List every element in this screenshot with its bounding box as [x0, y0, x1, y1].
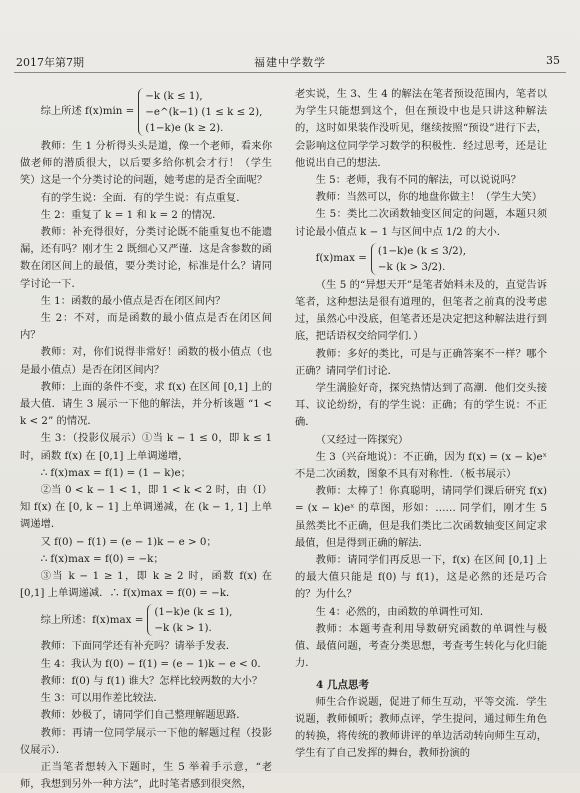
case-brace: (1−k)e (k ≤ 1), −k (k > 1).	[147, 604, 232, 636]
paragraph: （又经过一阵探究）	[315, 433, 409, 446]
paragraph: 生 1：函数的最小值点是否在闭区间内？	[40, 294, 226, 307]
paragraph: 生 3（兴奋地说）：不正确，因为 f(x) = (x − k)eˣ 不是二次函数，图象不具有对称性．（板书展示）	[295, 450, 547, 481]
left-column	[20, 86, 272, 793]
summary-formula-2: 综上所述：f(x)max = (1−k)e (k ≤ 1), −k (k > 1).	[40, 606, 233, 635]
paragraph: 生 2：不对，而是函数的最小值点是否在闭区间内？	[20, 312, 272, 342]
page-number: 35	[546, 54, 560, 67]
paragraph: 教师：对，你们说得非常好！函数的极小值点（也是最小值点）是否在闭区间内？	[20, 346, 272, 376]
section-heading: 4 几点思考	[316, 678, 369, 691]
paragraph: 教师：本题考查利用导数研究函数的单调性与极值、最值问题，考查分类思想，考查考生转化与化归能力．	[295, 622, 547, 670]
summary-formula-1: 综上所述 f(x)min = −k (k ≤ 1), −e^(k−1) (1 ≤ k ≤ 2), (1−k)e (k ≥ 2).	[40, 90, 263, 134]
paragraph: 教师：请同学们再反思一下，f(x) 在区间 [0,1] 上的最大值只能是 f(0) 与 f(1)，这是必然的还是巧合的？为什么？	[295, 554, 547, 601]
paragraph: 教师：多好的类比，可是与正确答案不一样？哪个正确？请同学们讨论．	[295, 347, 547, 377]
paragraph: 师生合作说题，促进了师生互动，平等交流．学生说题，教师倾听；教师点评，学生提问，通过师生角色的转换，将传统的教师讲评的单边活动转向师生互动，学生有了自己发挥的舞台，教师扮演的	[295, 695, 547, 760]
paragraph: 教师：生 1 分析得头头是道，像一个老师，看来你做老师的潜质很大，以后要多给你机会才行！（学生笑）这是一个分类讨论的问题，她考虑的是否全面呢？	[20, 140, 272, 187]
paragraph: 教师：下面同学还有补充吗？请举手发表．	[40, 640, 237, 653]
paragraph: 生 3：可以用作差比较法．	[40, 692, 164, 705]
page-header	[14, 52, 566, 73]
paragraph: 教师：再请一位同学展示一下他的解题过程（投影仪展示）．	[20, 726, 272, 756]
class-formula: f(x)max = (1−k)e (k ≤ 3/2), −k (k > 3/2).	[315, 244, 466, 273]
paragraph: 生 4：必然的，由函数的单调性可知．	[315, 605, 491, 618]
paragraph: 生 3：（投影仪展示）①当 k − 1 ≤ 0，即 k ≤ 1 时，函数 f(x) 在 [0,1] 上单调递增，	[20, 432, 272, 462]
formula-line: ∴ f(x)max = f(1) = (1 − k)e；	[40, 466, 191, 479]
formula-line: 又 f(0) − f(1) = (e − 1)k − e > 0；	[40, 535, 217, 548]
paragraph: 教师：f(0) 与 f(1) 谁大？怎样比较两数的大小？	[40, 674, 263, 687]
paragraph: 有的学生说：全面．有的学生说：有点重复．	[40, 191, 247, 204]
paragraph: 教师：当然可以，你的地盘你做主！（学生大笑）	[315, 191, 543, 204]
case-brace: (1−k)e (k ≤ 3/2), −k (k > 3/2).	[371, 243, 466, 275]
paragraph: 教师：上面的条件不变，求 f(x) 在区间 [0,1] 上的最大值．请生 3 展示一下他的解法，并分析该题 “1 < k < 2” 的情况．	[20, 380, 272, 428]
formula-line: ∴ f(x)max = f(0) = −k；	[40, 552, 164, 565]
right-column	[295, 86, 547, 763]
case-brace: −k (k ≤ 1), −e^(k−1) (1 ≤ k ≤ 2), (1−k)e (k ≥ 2).	[138, 88, 262, 136]
journal-title: 福建中学数学	[254, 56, 326, 69]
paragraph: 教师：太棒了！你真聪明，请同学们课后研究 f(x) = (x − k)eˣ 的草图，形如：…… 同学们，刚才生 5 虽然类比不正确，但是我们类比二次函数轴变区间定求最值，但是得到正确的解法．	[295, 485, 547, 549]
paragraph: 教师：妙极了，请同学们自己整理解题思路．	[40, 709, 247, 722]
paragraph: 教师：补充得很好，分类讨论既不能重复也不能遗漏，还有吗？刚才生 2 既细心又严谨．这是含参数的函数在闭区间上的最值，要分类讨论，标准是什么？请同学讨论一下．	[20, 226, 272, 290]
paragraph: 生 5：类比二次函数轴变区间定的问题，本题只须讨论最小值点 k − 1 与区间中点 1/2 的大小．	[295, 208, 547, 238]
paragraph: 生 5：老师，我有不同的解法，可以说说吗？	[315, 174, 522, 187]
paragraph: ③当 k − 1 ≥ 1，即 k ≥ 2 时，函数 f(x) 在 [0,1] 上单调递减．∴ f(x)max = f(0) = −k．	[20, 570, 272, 600]
paragraph: 正当笔者想转入下题时，生 5 举着手示意，“老师，我想到另外一种方法”，此时笔者感到很突然，	[20, 760, 272, 791]
paragraph: 生 4：我认为 f(0) − f(1) = (e − 1)k − e < 0．	[40, 657, 268, 670]
paragraph: （生 5 的“异想天开”是笔者始料未及的，直觉告诉笔者，这种想法是很有道理的，但笔者之前真的没考虑过，虽然心中没底，但笔者还是决定把这种解法进行到底，把话语权交给同学们．）	[295, 278, 547, 343]
paragraph: ②当 0 < k − 1 < 1，即 1 < k < 2 时，由（Ⅰ）知 f(x) 在 [0, k − 1] 上单调递减，在 (k − 1, 1] 上单调递增．	[20, 484, 272, 531]
paragraph: 生 2：重复了 k = 1 和 k = 2 的情况．	[40, 208, 223, 221]
paragraph: 学生满脸好奇，探究热情达到了高潮．他们交头接耳、议论纷纷，有的学生说：正确；有的学生说：不正确．	[295, 382, 547, 429]
issue-label: 2017年第7期	[16, 56, 84, 69]
paragraph: 老实说，生 3、生 4 的解法在笔者预设范围内，笔者以为学生只能想到这个，但在预设中也是只讲这种解法的，这时如果装作没听见，继续按照“预设”进行下去，会影响这位同学学习数学的积极性．经过思考，还是让他说出自己的想法．	[295, 88, 547, 169]
